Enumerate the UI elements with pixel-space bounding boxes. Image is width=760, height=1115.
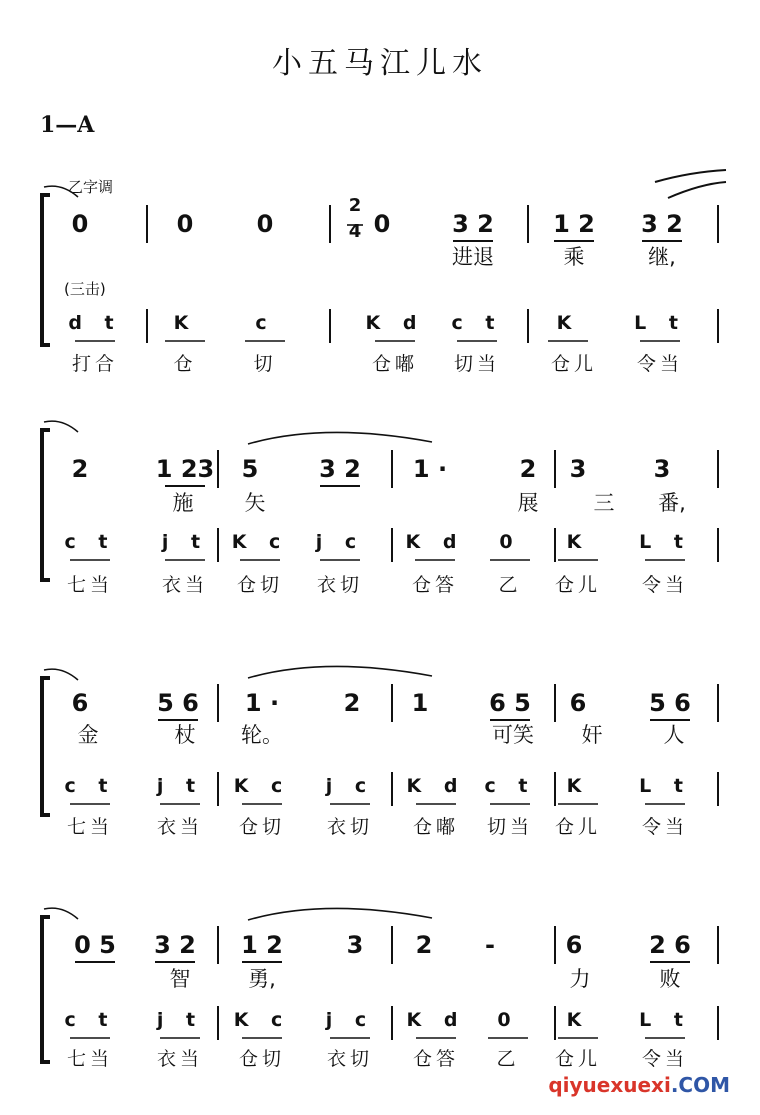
- percussion-syllable: 衣当: [161, 574, 209, 596]
- percussion-syllable: 七当: [66, 574, 114, 596]
- percussion-symbol: K d: [406, 1009, 466, 1031]
- percussion-symbol: K: [566, 775, 590, 797]
- watermark: [548, 1073, 730, 1097]
- percussion-symbol: c t: [64, 531, 116, 553]
- lyric-text: 继,: [648, 245, 676, 269]
- melody-note: 5 6: [157, 689, 199, 717]
- percussion-syllable: 切当: [453, 353, 501, 375]
- watermark-domain: .COM: [670, 1073, 730, 1097]
- lyric-text: 施: [172, 491, 194, 515]
- lyric-text: 力: [569, 967, 591, 991]
- percussion-syllable: 仓答: [412, 1048, 460, 1070]
- percussion-symbol: K: [556, 312, 580, 334]
- melody-note: 2: [71, 455, 89, 483]
- melody-note: 2: [519, 455, 537, 483]
- melody-note: 1: [411, 689, 429, 717]
- percussion-syllable: 乙: [498, 574, 522, 596]
- percussion-syllable: 衣切: [326, 816, 374, 838]
- percussion-syllable: 衣切: [316, 574, 364, 596]
- melody-note: 3 2: [641, 210, 683, 238]
- percussion-syllable: 令当: [641, 1048, 689, 1070]
- melody-note: 1 2: [241, 931, 283, 959]
- percussion-symbol: j t: [156, 775, 204, 797]
- percussion-symbol: L t: [639, 531, 691, 553]
- percussion-syllable: 打合: [71, 353, 119, 375]
- time-signature-bottom: 4: [348, 221, 362, 242]
- percussion-symbol: d t: [68, 312, 122, 334]
- percussion-syllable: 令当: [641, 574, 689, 596]
- lyric-text: 进退: [452, 245, 494, 269]
- melody-note: 6: [569, 689, 587, 717]
- percussion-syllable: 仓切: [238, 1048, 286, 1070]
- percussion-syllable: 仓嘟: [371, 353, 419, 375]
- melody-note: 3: [346, 931, 364, 959]
- melody-note: 2 6: [649, 931, 691, 959]
- percussion-symbol: c t: [64, 1009, 116, 1031]
- percussion-syllable: 仓儿: [554, 1048, 602, 1070]
- percussion-symbol: K c: [231, 531, 289, 553]
- percussion-symbol: j c: [325, 1009, 375, 1031]
- system-bracket: [42, 678, 50, 815]
- lyric-text: 金: [77, 723, 99, 747]
- melody-note: 3 2: [154, 931, 196, 959]
- percussion-syllable: 仓儿: [554, 574, 602, 596]
- percussion-syllable: 七当: [66, 1048, 114, 1070]
- percussion-syllable: 七当: [66, 816, 114, 838]
- percussion-symbol: K d: [365, 312, 425, 334]
- percussion-symbol: j t: [156, 1009, 204, 1031]
- percussion-symbol: K: [566, 1009, 590, 1031]
- melody-note: 0: [256, 210, 274, 238]
- percussion-symbol: c t: [451, 312, 503, 334]
- lyric-text: 矢: [244, 491, 266, 515]
- percussion-syllable: 衣当: [156, 816, 204, 838]
- percussion-syllable: 仓答: [411, 574, 459, 596]
- melody-note: 2: [343, 689, 361, 717]
- melody-note: 6: [71, 689, 89, 717]
- percussion-symbol: j c: [315, 531, 365, 553]
- percussion-symbol: K d: [406, 775, 466, 797]
- percussion-symbol: j c: [325, 775, 375, 797]
- lyric-text: 轮。: [241, 723, 283, 747]
- system-bracket: [42, 917, 50, 1062]
- lyric-text: 败: [659, 967, 681, 991]
- percussion-syllable: 切当: [486, 816, 534, 838]
- percussion-symbol: K c: [233, 1009, 291, 1031]
- melody-note: 6 5: [489, 689, 531, 717]
- slur-arc: [248, 666, 432, 678]
- melody-note: 1 23: [155, 455, 215, 483]
- lyric-text: 乘: [563, 245, 585, 269]
- percussion-syllable: 仓儿: [550, 353, 598, 375]
- percussion-symbol: 0: [497, 1009, 519, 1031]
- lyric-text: 展: [517, 491, 539, 515]
- percussion-syllable: 仓切: [238, 816, 286, 838]
- lyric-text: 可笑: [492, 723, 534, 747]
- melody-note: 1 ·: [412, 455, 448, 483]
- percussion-syllable: 仓: [173, 353, 197, 375]
- melody-note: 0 5: [74, 931, 116, 959]
- melody-note: 2: [415, 931, 433, 959]
- melody-note: 5 6: [649, 689, 691, 717]
- melody-note: 0: [71, 210, 89, 238]
- percussion-symbol: L t: [639, 1009, 691, 1031]
- percussion-symbol: 0: [499, 531, 521, 553]
- slur-arc: [668, 182, 726, 198]
- percussion-syllable: 衣当: [156, 1048, 204, 1070]
- section-mark: 1—A: [40, 112, 95, 138]
- slur-arc: [248, 908, 432, 920]
- melody-note: 0: [373, 210, 391, 238]
- lyric-text: 三: [593, 491, 615, 515]
- percussion-symbol: K: [173, 312, 197, 334]
- percussion-syllable: 仓切: [236, 574, 284, 596]
- lyric-text: 番,: [658, 491, 686, 515]
- page-title: 小五马江儿水: [272, 46, 488, 81]
- melody-note: 5: [241, 455, 259, 483]
- lyric-text: 奸: [581, 723, 603, 747]
- percussion-symbol: K: [566, 531, 590, 553]
- lyric-text: 智: [169, 967, 191, 991]
- slur-arc: [655, 170, 726, 182]
- melody-note: 1 ·: [244, 689, 280, 717]
- percussion-symbol: j t: [161, 531, 209, 553]
- melody-note: 3: [653, 455, 671, 483]
- melody-note: -: [485, 931, 495, 959]
- percussion-symbol: c t: [484, 775, 536, 797]
- watermark-site: qiyuexuexi: [548, 1073, 671, 1097]
- melody-note: 3 2: [452, 210, 494, 238]
- system-bracket: [42, 430, 50, 580]
- melody-note: 3 2: [319, 455, 361, 483]
- lyric-text: 杖: [174, 723, 196, 747]
- percussion-label: (三击): [64, 280, 106, 298]
- melody-note: 3: [569, 455, 587, 483]
- time-signature-top: 2: [348, 195, 362, 216]
- percussion-syllable: 仓儿: [554, 816, 602, 838]
- melody-note: 1 2: [553, 210, 595, 238]
- percussion-symbol: c t: [64, 775, 116, 797]
- percussion-syllable: 乙: [496, 1048, 520, 1070]
- percussion-syllable: 衣切: [326, 1048, 374, 1070]
- slur-arc: [248, 432, 432, 444]
- percussion-syllable: 仓嘟: [412, 816, 460, 838]
- percussion-syllable: 令当: [641, 816, 689, 838]
- percussion-syllable: 令当: [636, 353, 684, 375]
- percussion-symbol: L t: [639, 775, 691, 797]
- key-label: 乙字调: [68, 178, 114, 196]
- lyric-text: 人: [663, 723, 685, 747]
- percussion-symbol: c: [255, 312, 275, 334]
- system-bracket: [42, 195, 50, 345]
- melody-note: 0: [176, 210, 194, 238]
- percussion-syllable: 切: [253, 353, 277, 375]
- melody-note: 6: [565, 931, 583, 959]
- percussion-symbol: L t: [634, 312, 686, 334]
- percussion-symbol: K d: [405, 531, 465, 553]
- percussion-symbol: K c: [233, 775, 291, 797]
- lyric-text: 勇,: [248, 967, 276, 991]
